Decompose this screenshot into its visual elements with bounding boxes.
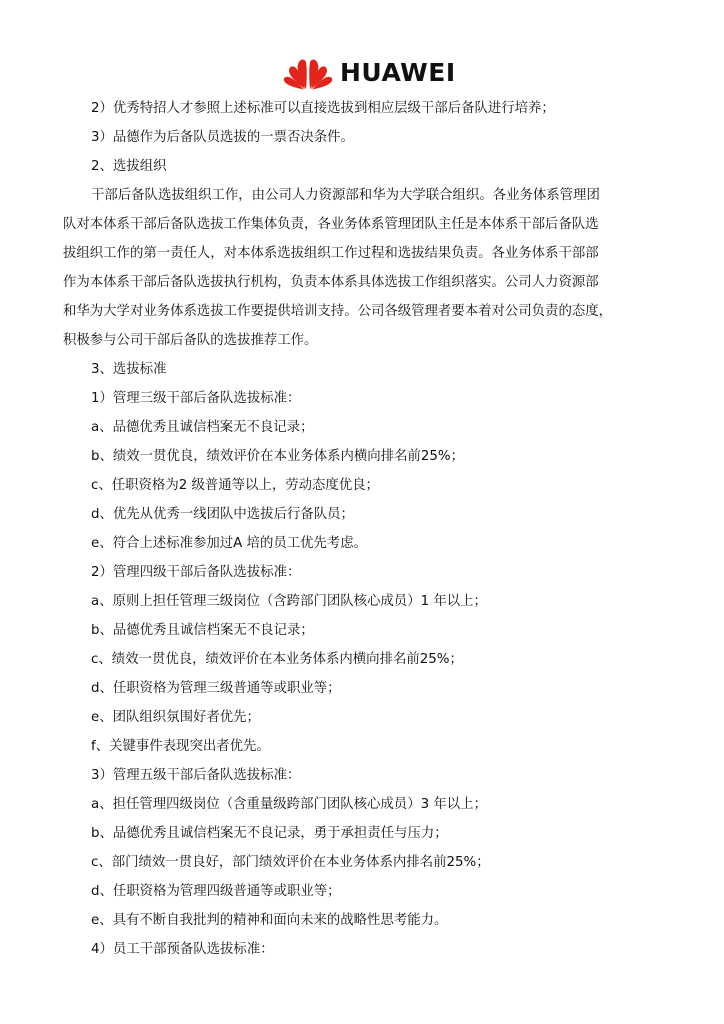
paragraph-line: 和华为大学对业务体系选拔工作要提供培训支持。公司各级管理者要本着对公司负责的态度， <box>63 304 613 319</box>
page-header <box>0 52 724 92</box>
section-heading: 3、选拔标准 <box>91 362 167 377</box>
text-line: 3）品德作为后备队员选拔的一票否决条件。 <box>91 130 354 145</box>
list-item: a、原则上担任管理三级岗位（含跨部门团队核心成员）1 年以上； <box>91 594 487 609</box>
list-item: b、品德优秀且诚信档案无不良记录； <box>91 623 314 638</box>
list-item: e、符合上述标准参加过A 培的员工优先考虑。 <box>91 536 368 551</box>
subsection-heading: 4）员工干部预备队选拔标准： <box>91 942 274 957</box>
list-item: d、优先从优秀一线团队中选拔后行备队员； <box>91 507 354 522</box>
list-item: b、绩效一贯优良，绩效评价在本业务体系内横向排名前25%； <box>91 449 465 464</box>
text-line: 2）优秀特招人才参照上述标准可以直接选拔到相应层级干部后备队进行培养； <box>91 101 555 116</box>
list-item: c、绩效一贯优良，绩效评价在本业务体系内横向排名前25%； <box>91 652 463 667</box>
list-item: c、部门绩效一贯良好，部门绩效评价在本业务体系内排名前25%； <box>91 855 490 870</box>
list-item: c、任职资格为2 级普通等以上，劳动态度优良； <box>91 478 379 493</box>
list-item: a、品德优秀且诚信档案无不良记录； <box>91 420 314 435</box>
list-item: f、关键事件表现突出者优先。 <box>91 739 270 754</box>
paragraph-first-line: 干部后备队选拔组织工作，由公司人力资源部和华为大学联合组织。各业务体系管理团 <box>91 188 600 203</box>
huawei-logo-text: HUAWEI <box>340 58 456 87</box>
subsection-heading: 3）管理五级干部后备队选拔标准： <box>91 768 301 783</box>
paragraph-line: 作为本体系干部后备队选拔执行机构，负责本体系具体选拔工作组织落实。公司人力资源部 <box>63 275 599 290</box>
list-item: a、担任管理四级岗位（含重量级跨部门团队核心成员）3 年以上； <box>91 797 487 812</box>
list-item: e、具有不断自我批判的精神和面向未来的战略性思考能力。 <box>91 913 448 928</box>
paragraph-line: 积极参与公司干部后备队的选拔推荐工作。 <box>63 333 318 348</box>
subsection-heading: 1）管理三级干部后备队选拔标准： <box>91 391 301 406</box>
list-item: d、任职资格为管理三级普通等或职业等； <box>91 681 341 696</box>
list-item: e、团队组织氛围好者优先； <box>91 710 260 725</box>
list-item: d、任职资格为管理四级普通等或职业等； <box>91 884 341 899</box>
subsection-heading: 2）管理四级干部后备队选拔标准： <box>91 565 301 580</box>
list-item: b、品德优秀且诚信档案无不良记录，勇于承担责任与压力； <box>91 826 448 841</box>
paragraph-line: 队对本体系干部后备队选拔工作集体负责，各业务体系管理团队主任是本体系干部后备队选 <box>63 217 599 232</box>
paragraph-line: 拔组织工作的第一责任人，对本体系选拔组织工作过程和选拔结果负责。各业务体系干部部 <box>63 246 599 261</box>
section-heading: 2、选拔组织 <box>91 159 167 174</box>
huawei-logo-icon <box>282 56 334 90</box>
document-body <box>63 94 651 964</box>
